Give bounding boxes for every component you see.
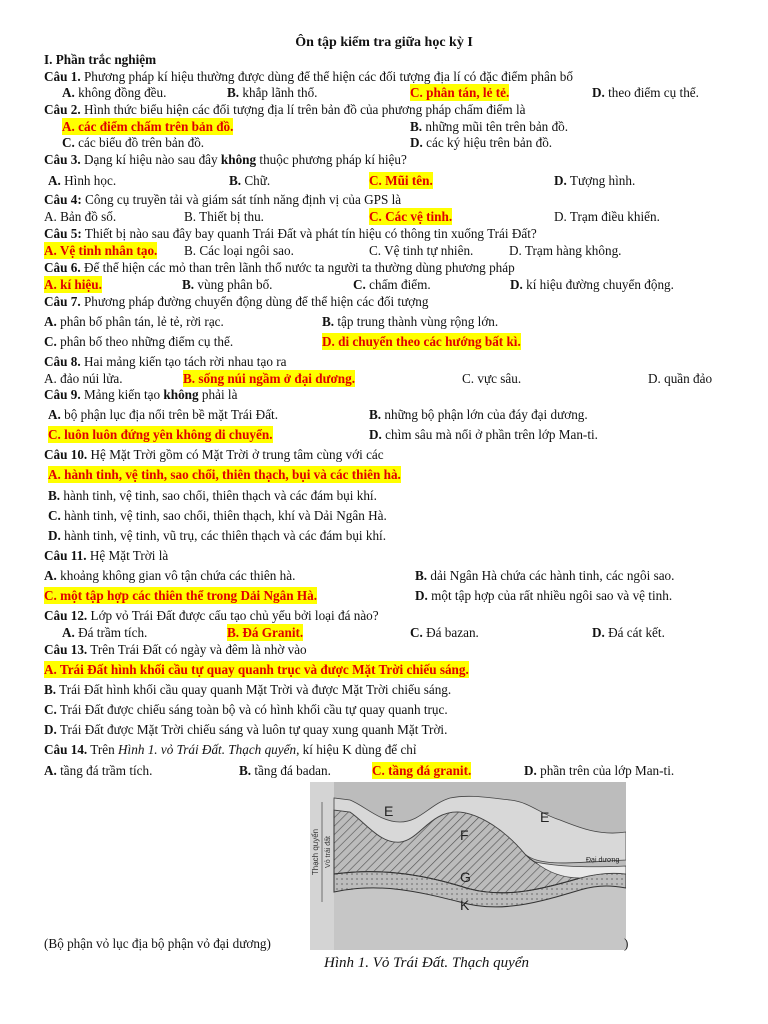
options-q11-row1 bbox=[0, 567, 768, 584]
option-a: A. không đồng đều. bbox=[62, 85, 167, 100]
label-e-right: E bbox=[540, 809, 550, 825]
question-9: Câu 9. Mảng kiến tạo không phải là bbox=[44, 387, 238, 402]
page-title: Ôn tập kiểm tra giữa học kỳ I bbox=[295, 35, 473, 50]
question-13: Câu 13. Trên Trái Đất có ngày và đêm là nhờ vào bbox=[44, 642, 307, 657]
options-q5 bbox=[0, 242, 768, 259]
options-q9-row1 bbox=[0, 406, 768, 423]
option-b: B. những bộ phận lớn của đáy đại dương. bbox=[369, 407, 588, 422]
option-d-answer: D. di chuyển theo các hướng bất kì. bbox=[322, 334, 521, 349]
question-6: Câu 6. Để thể hiện các mỏ than trên lãnh thổ nước ta người ta thường dùng phương pháp bbox=[44, 260, 515, 275]
options-q9-row2 bbox=[0, 426, 768, 443]
option-d-row bbox=[0, 527, 768, 544]
option-a: A. Bản đồ số. bbox=[44, 209, 117, 224]
options-q2-row1 bbox=[0, 118, 768, 135]
option-b: B. tầng đá badan. bbox=[239, 763, 331, 778]
option-c: C. Vệ tinh tự nhiên. bbox=[369, 243, 474, 258]
question-12: Câu 12. Lớp vỏ Trái Đất được cấu tạo chủ yếu bởi loại đá nào? bbox=[44, 608, 379, 623]
option-a-answer: A. các điểm chấm trên bản đồ. bbox=[62, 119, 234, 134]
question-1 bbox=[0, 68, 768, 85]
question-4: Câu 4: Công cụ truyền tải và giám sát tính năng định vị của GPS là bbox=[44, 192, 402, 207]
question-3: Câu 3. Dạng kí hiệu nào sau đây không thuộc phương pháp kí hiệu? bbox=[44, 152, 407, 167]
option-d: D. hành tinh, vệ tinh, vũ trụ, các thiên thạch và các đám bụi khí. bbox=[48, 528, 387, 543]
option-b: B. hành tinh, vệ tinh, sao chổi, thiên thạch và các đám bụi khí. bbox=[48, 488, 377, 503]
option-c-row bbox=[0, 507, 768, 524]
question-7: Câu 7. Phương pháp đường chuyển động dùng để thể hiện các đối tượng bbox=[44, 294, 429, 309]
option-c: C. Trái Đất được chiếu sáng toàn bộ và có hình khối cầu tự quay quanh trục. bbox=[44, 702, 448, 717]
option-b-row bbox=[0, 487, 768, 504]
option-a-row bbox=[0, 466, 768, 483]
option-a: A. Hình học. bbox=[48, 173, 117, 188]
question-text: Phương pháp kí hiệu thường được dùng để thể hiện các đối tượng địa lí có đặc điểm phân bố bbox=[80, 69, 573, 84]
question-label: Câu 1. bbox=[44, 69, 81, 84]
option-c-answer: C. một tập hợp các thiên thể trong Dải Ngân Hà. bbox=[44, 588, 318, 603]
option-a: A. phân bố phân tán, lẻ tẻ, rời rạc. bbox=[44, 314, 224, 329]
lithosphere-label: Thạch quyển bbox=[311, 828, 320, 876]
option-d: D. phần trên của lớp Man-ti. bbox=[524, 763, 675, 778]
option-a-answer: A. hành tinh, vệ tinh, sao chổi, thiên thạch, bụi và các thiên hà. bbox=[48, 467, 401, 482]
option-a-answer: A. Trái Đất hình khối cầu tự quay quanh trục và được Mặt Trời chiếu sáng. bbox=[44, 662, 469, 677]
options-q11-row2 bbox=[0, 587, 768, 604]
option-a: A. bộ phận lục địa nổi trên bề mặt Trái Đất. bbox=[48, 407, 279, 422]
option-c-answer: C. Mũi tên. bbox=[369, 173, 433, 188]
question-14: Câu 14. Trên Hình 1. vỏ Trái Đất. Thạch quyển, kí hiệu K dùng để chỉ bbox=[44, 742, 417, 757]
options-q1 bbox=[0, 84, 768, 101]
question-10: Câu 10. Hệ Mặt Trời gồm có Mặt Trời ở trung tâm cùng với các bbox=[44, 447, 384, 462]
option-b: B. Các loại ngôi sao. bbox=[184, 243, 294, 258]
option-d: D. Trái Đất được Mặt Trời chiếu sáng và luôn tự quay xung quanh Mặt Trời. bbox=[44, 722, 448, 737]
earth-crust-diagram bbox=[310, 782, 629, 951]
label-g: G bbox=[460, 869, 471, 885]
option-b: B. vùng phân bố. bbox=[182, 277, 273, 292]
option-d: D. các ký hiệu trên bản đồ. bbox=[410, 135, 553, 150]
options-q12 bbox=[0, 624, 768, 641]
options-q4 bbox=[0, 208, 768, 225]
options-q7-row1 bbox=[0, 313, 768, 330]
label-e-left: E bbox=[384, 803, 394, 819]
option-d: D. Tượng hình. bbox=[554, 173, 636, 188]
section-heading-row bbox=[0, 51, 768, 68]
section-heading: I. Phần trắc nghiệm bbox=[44, 52, 157, 67]
label-k: K bbox=[460, 897, 470, 913]
option-c: C. hành tinh, vệ tinh, sao chổi, thiên thạch, khí và Dải Ngân Hà. bbox=[48, 508, 387, 523]
question-11: Câu 11. Hệ Mặt Trời là bbox=[44, 548, 169, 563]
option-d: D. một tập hợp của rất nhiều ngôi sao và vệ tinh. bbox=[415, 588, 673, 603]
option-b: B. dải Ngân Hà chứa các hành tinh, các ngôi sao. bbox=[415, 568, 675, 583]
option-a-answer: A. kí hiệu. bbox=[44, 277, 102, 292]
options-q6 bbox=[0, 276, 768, 293]
option-b-row bbox=[0, 681, 768, 698]
question-5: Câu 5: Thiết bị nào sau đây bay quanh Trái Đất và phát tín hiệu có thông tin xuống Trái Đất? bbox=[44, 226, 537, 241]
option-c-answer: C. tầng đá granit. bbox=[372, 763, 472, 778]
option-d: D. Trạm điều khiển. bbox=[554, 209, 660, 224]
option-d: D. quần đảo bbox=[648, 371, 713, 386]
option-b: B. Thiết bị thu. bbox=[184, 209, 264, 224]
question-8: Câu 8. Hai mảng kiến tạo tách rời nhau tạo ra bbox=[44, 354, 287, 369]
ocean-label: Đại dương bbox=[586, 857, 620, 864]
option-d: D. chìm sâu mà nổi ở phần trên lớp Man-ti. bbox=[369, 427, 598, 442]
option-d: D. Trạm hàng không. bbox=[509, 243, 622, 258]
option-c: C. chấm điểm. bbox=[353, 277, 431, 292]
option-d: D. kí hiệu đường chuyển động. bbox=[510, 277, 674, 292]
option-c-answer: C. Các vệ tinh. bbox=[369, 209, 453, 224]
option-a: A. Đá trầm tích. bbox=[62, 625, 148, 640]
crust-label: Vỏ trái đất bbox=[325, 836, 332, 868]
option-b-answer: B. sống núi ngầm ở đại dương. bbox=[183, 371, 356, 386]
option-b: B. Chữ. bbox=[229, 173, 271, 188]
figure-note-close: ) bbox=[624, 936, 629, 951]
option-a: A. đảo núi lửa. bbox=[44, 371, 123, 386]
option-c-answer: C. luôn luôn đứng yên không di chuyển. bbox=[48, 427, 273, 442]
figure-note: (Bộ phận vỏ lục địa bộ phận vỏ đại dương) bbox=[44, 936, 271, 951]
option-b: B. Trái Đất hình khối cầu quay quanh Mặt Trời và được Mặt Trời chiếu sáng. bbox=[44, 682, 452, 697]
label-f: F bbox=[460, 827, 469, 843]
options-q2-row2 bbox=[0, 134, 768, 151]
option-a: A. khoảng không gian vô tận chứa các thiên hà. bbox=[44, 568, 296, 583]
option-b-answer: B. Đá Granit. bbox=[227, 625, 304, 640]
option-c-answer: C. phân tán, lẻ tẻ. bbox=[410, 85, 510, 100]
option-c: C. các biểu đồ trên bản đồ. bbox=[62, 135, 205, 150]
option-c-row bbox=[0, 701, 768, 718]
option-c: C. phân bố theo những điểm cụ thể. bbox=[44, 334, 234, 349]
option-a-answer: A. Vệ tinh nhân tạo. bbox=[44, 243, 158, 258]
options-q8 bbox=[0, 370, 768, 387]
option-c: C. vực sâu. bbox=[462, 371, 522, 386]
question-2: Câu 2. Hình thức biểu hiện các đối tượng địa lí trên bản đồ của phương pháp chấm điểm là bbox=[44, 102, 526, 117]
options-q7-row2 bbox=[0, 333, 768, 350]
option-b: B. tập trung thành vùng rộng lớn. bbox=[322, 314, 499, 329]
option-d-row bbox=[0, 721, 768, 738]
option-a: A. tầng đá trầm tích. bbox=[44, 763, 153, 778]
option-c: C. Đá bazan. bbox=[410, 625, 479, 640]
figure-caption: Hình 1. Vỏ Trái Đất. Thạch quyển bbox=[324, 955, 529, 971]
option-d: D. theo điểm cụ thể. bbox=[592, 85, 699, 100]
option-a-row bbox=[0, 661, 768, 678]
option-d: D. Đá cát kết. bbox=[592, 625, 665, 640]
option-b: B. những mũi tên trên bản đồ. bbox=[410, 119, 569, 134]
options-q3 bbox=[0, 172, 768, 189]
option-b: B. khắp lãnh thổ. bbox=[227, 85, 318, 100]
options-q14 bbox=[0, 762, 768, 779]
